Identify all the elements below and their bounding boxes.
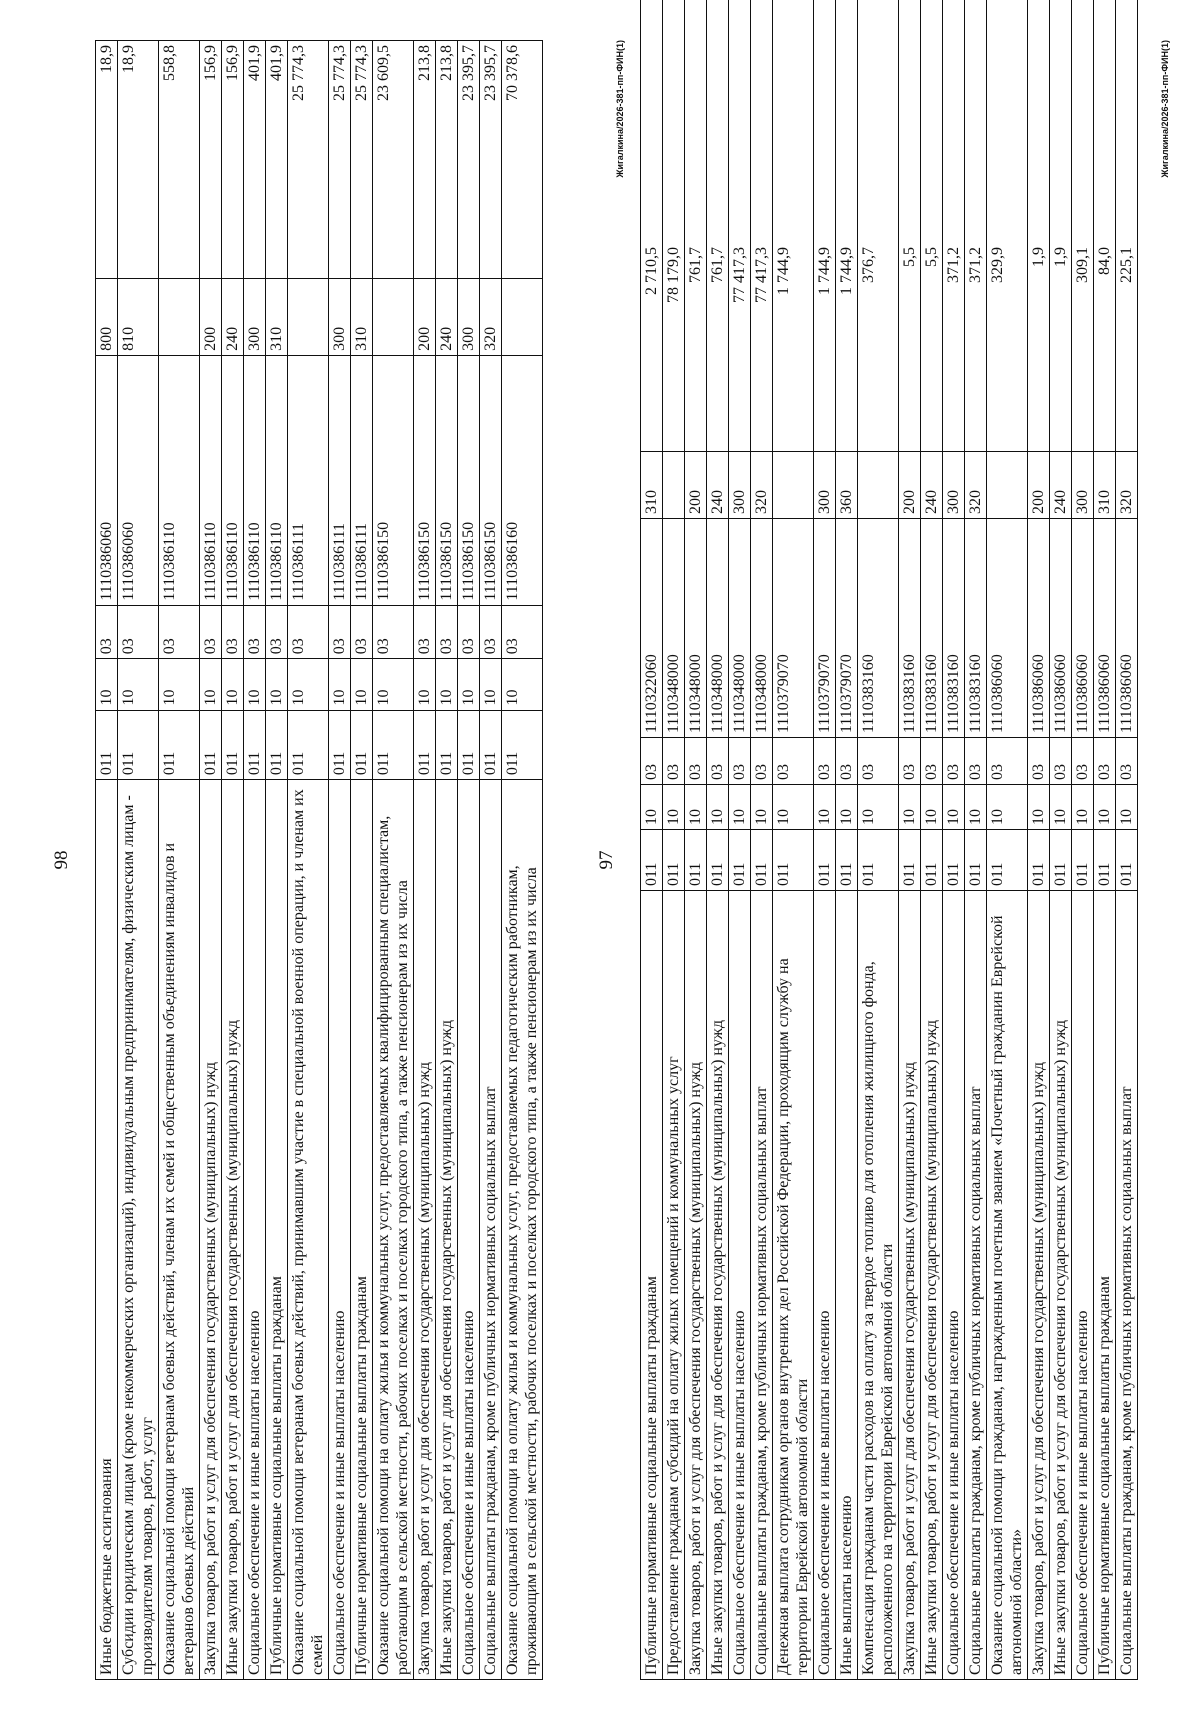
table-row [222, 41, 244, 1680]
section-code: 10 [858, 785, 899, 830]
table-row [685, 0, 707, 1680]
row-name: Социальное обеспечение и иные выплаты населению [458, 780, 480, 1680]
row-name: Социальное обеспечение и иные выплаты населению [329, 780, 351, 1680]
amount: 1,9 [1028, 0, 1050, 452]
row-name: Социальное обеспечение и иные выплаты населению [729, 891, 751, 1680]
ministry-code: 011 [663, 830, 685, 891]
row-name: Оказание социальной помощи ветеранам боевых действий, принимавшим участие в специальной военной операции, и членам их семей [288, 780, 329, 1680]
row-name: Публичные нормативные социальные выплаты гражданам [641, 891, 663, 1680]
section-code: 10 [751, 785, 773, 830]
section-code: 10 [641, 785, 663, 830]
table-row [943, 0, 965, 1680]
target-article: 1110386110 [200, 355, 222, 605]
expense-type [987, 452, 1028, 519]
subsection-code: 03 [707, 738, 729, 785]
expense-type: 310 [351, 279, 373, 355]
amount: 1 744,9 [773, 0, 814, 452]
expense-type [773, 452, 814, 519]
amount: 329,9 [987, 0, 1028, 452]
ministry-code: 011 [480, 710, 502, 780]
target-article: 1110386150 [458, 355, 480, 605]
expense-type: 320 [480, 279, 502, 355]
ministry-code: 011 [836, 830, 858, 891]
amount: 84,0 [1094, 0, 1116, 452]
table-row [814, 0, 836, 1680]
amount: 25 774,3 [329, 41, 351, 279]
amount: 156,9 [222, 41, 244, 279]
amount: 1 744,9 [814, 0, 836, 452]
target-article: 1110386060 [96, 355, 118, 605]
target-article: 1110379070 [773, 519, 814, 738]
section-code: 10 [200, 659, 222, 710]
subsection-code: 03 [1072, 738, 1094, 785]
subsection-code: 03 [414, 605, 436, 659]
row-name: Иные закупки товаров, работ и услуг для обеспечения государственных (муниципальных) нужд [921, 891, 943, 1680]
table-row [1050, 0, 1072, 1680]
expense-type: 320 [965, 452, 987, 519]
subsection-code: 03 [1050, 738, 1072, 785]
subsection-code: 03 [480, 605, 502, 659]
subsection-code: 03 [641, 738, 663, 785]
section-code: 10 [1028, 785, 1050, 830]
section-code: 10 [159, 659, 200, 710]
section-code: 10 [987, 785, 1028, 830]
ministry-code: 011 [118, 710, 159, 780]
row-name: Социальное обеспечение и иные выплаты населению [1072, 891, 1094, 1680]
target-article: 1110386060 [1072, 519, 1094, 738]
ministry-code: 011 [1050, 830, 1072, 891]
amount: 761,7 [707, 0, 729, 452]
row-name: Социальное обеспечение и иные выплаты населению [943, 891, 965, 1680]
target-article: 1110322060 [641, 519, 663, 738]
amount: 70 378,6 [502, 41, 543, 279]
table-row [1094, 0, 1116, 1680]
ministry-code: 011 [414, 710, 436, 780]
amount: 401,9 [244, 41, 266, 279]
subsection-code: 03 [836, 738, 858, 785]
target-article: 1110348000 [729, 519, 751, 738]
expense-type: 320 [1116, 452, 1138, 519]
ministry-code: 011 [751, 830, 773, 891]
table-row [751, 0, 773, 1680]
target-article: 1110348000 [751, 519, 773, 738]
subsection-code: 03 [502, 605, 543, 659]
table-row [351, 41, 373, 1680]
target-article: 1110386150 [480, 355, 502, 605]
target-article: 1110383160 [921, 519, 943, 738]
ministry-code: 011 [1072, 830, 1094, 891]
expense-type: 300 [729, 452, 751, 519]
ministry-code: 011 [987, 830, 1028, 891]
row-name: Иные закупки товаров, работ и услуг для обеспечения государственных (муниципальных) нужд [707, 891, 729, 1680]
ministry-code: 011 [329, 710, 351, 780]
ministry-code: 011 [965, 830, 987, 891]
target-article: 1110383160 [858, 519, 899, 738]
amount: 2 710,5 [641, 0, 663, 452]
ministry-code: 011 [96, 710, 118, 780]
row-name: Публичные нормативные социальные выплаты гражданам [351, 780, 373, 1680]
expense-type: 360 [836, 452, 858, 519]
subsection-code: 03 [200, 605, 222, 659]
table-row [707, 0, 729, 1680]
section-code: 10 [921, 785, 943, 830]
row-name: Социальные выплаты гражданам, кроме публичных нормативных социальных выплат [751, 891, 773, 1680]
target-article: 1110386150 [373, 355, 414, 605]
table-row [729, 0, 751, 1680]
row-name: Социальное обеспечение и иные выплаты населению [244, 780, 266, 1680]
subsection-code: 03 [1028, 738, 1050, 785]
row-name: Оказание социальной помощи гражданам, награжденным почетным званием «Почетный гражданин Еврейской автономной области» [987, 891, 1028, 1680]
row-name: Денежная выплата сотрудникам органов внутренних дел Российской Федерации, проходящим службу на территории Еврейской автономной области [773, 891, 814, 1680]
amount: 213,8 [436, 41, 458, 279]
target-article: 1110386110 [266, 355, 288, 605]
amount: 25 774,3 [288, 41, 329, 279]
page-footer: Жигалкина/2026-381-пп-ФИН(1) [615, 40, 625, 178]
row-name: Иные выплаты населению [836, 891, 858, 1680]
amount: 1 744,9 [836, 0, 858, 452]
expense-type: 240 [436, 279, 458, 355]
expense-type: 200 [1028, 452, 1050, 519]
target-article: 1110386150 [414, 355, 436, 605]
amount: 78 179,0 [663, 0, 685, 452]
expense-type [373, 279, 414, 355]
table-row [266, 41, 288, 1680]
page-number: 97 [596, 850, 617, 870]
amount: 18,9 [96, 41, 118, 279]
subsection-code: 03 [943, 738, 965, 785]
ministry-code: 011 [351, 710, 373, 780]
target-article: 1110348000 [663, 519, 685, 738]
ministry-code: 011 [858, 830, 899, 891]
subsection-code: 03 [436, 605, 458, 659]
expense-type: 200 [899, 452, 921, 519]
expense-type: 240 [1050, 452, 1072, 519]
section-code: 10 [288, 659, 329, 710]
target-article: 1110386111 [351, 355, 373, 605]
section-code: 10 [351, 659, 373, 710]
table-row [663, 0, 685, 1680]
amount: 156,9 [200, 41, 222, 279]
row-name: Оказание социальной помощи ветеранам боевых действий, членам их семей и общественным объединениям инвалидов и ветеранов боевых действий [159, 780, 200, 1680]
target-article: 1110386060 [1050, 519, 1072, 738]
amount: 77 417,3 [729, 0, 751, 452]
ministry-code: 011 [943, 830, 965, 891]
page-97 [596, 40, 1170, 1680]
section-code: 10 [96, 659, 118, 710]
target-article: 1110386060 [1094, 519, 1116, 738]
target-article: 1110348000 [685, 519, 707, 738]
expense-type: 300 [329, 279, 351, 355]
section-code: 10 [266, 659, 288, 710]
ministry-code: 011 [200, 710, 222, 780]
ministry-code: 011 [1094, 830, 1116, 891]
subsection-code: 03 [663, 738, 685, 785]
subsection-code: 03 [814, 738, 836, 785]
table-row [1116, 0, 1138, 1680]
amount: 371,2 [943, 0, 965, 452]
expense-type: 310 [1094, 452, 1116, 519]
amount: 23 609,5 [373, 41, 414, 279]
section-code: 10 [663, 785, 685, 830]
amount: 5,5 [899, 0, 921, 452]
table-row [899, 0, 921, 1680]
ministry-code: 011 [266, 710, 288, 780]
target-article: 1110386060 [118, 355, 159, 605]
target-article: 1110386111 [329, 355, 351, 605]
table-row [200, 41, 222, 1680]
section-code: 10 [458, 659, 480, 710]
ministry-code: 011 [729, 830, 751, 891]
table-row [480, 41, 502, 1680]
section-code: 10 [329, 659, 351, 710]
amount: 5,5 [921, 0, 943, 452]
ministry-code: 011 [159, 710, 200, 780]
ministry-code: 011 [373, 710, 414, 780]
expense-type: 240 [921, 452, 943, 519]
target-article: 1110348000 [707, 519, 729, 738]
ministry-code: 011 [502, 710, 543, 780]
subsection-code: 03 [351, 605, 373, 659]
amount: 558,8 [159, 41, 200, 279]
amount: 401,9 [266, 41, 288, 279]
table-row [458, 41, 480, 1680]
table-row [96, 41, 118, 1680]
table-row [329, 41, 351, 1680]
amount: 77 417,3 [751, 0, 773, 452]
expense-type: 300 [943, 452, 965, 519]
subsection-code: 03 [288, 605, 329, 659]
section-code: 10 [729, 785, 751, 830]
expense-type [502, 279, 543, 355]
target-article: 1110379070 [836, 519, 858, 738]
section-code: 10 [773, 785, 814, 830]
subsection-code: 03 [373, 605, 414, 659]
budget-table [95, 40, 543, 1680]
table-row [436, 41, 458, 1680]
section-code: 10 [222, 659, 244, 710]
ministry-code: 011 [685, 830, 707, 891]
table-row [773, 0, 814, 1680]
row-name: Компенсация гражданам части расходов на оплату за твердое топливо для отопления жилищного фонда, расположенного на территории Еврейской автономной области [858, 891, 899, 1680]
amount: 23 395,7 [458, 41, 480, 279]
target-article: 1110379070 [814, 519, 836, 738]
expense-type: 300 [458, 279, 480, 355]
subsection-code: 03 [773, 738, 814, 785]
expense-type: 320 [751, 452, 773, 519]
section-code: 10 [943, 785, 965, 830]
amount: 225,1 [1116, 0, 1138, 452]
amount: 23 395,7 [480, 41, 502, 279]
amount: 213,8 [414, 41, 436, 279]
expense-type: 310 [641, 452, 663, 519]
ministry-code: 011 [707, 830, 729, 891]
subsection-code: 03 [96, 605, 118, 659]
section-code: 10 [1116, 785, 1138, 830]
subsection-code: 03 [921, 738, 943, 785]
row-name: Публичные нормативные социальные выплаты гражданам [1094, 891, 1116, 1680]
amount: 1,9 [1050, 0, 1072, 452]
expense-type: 240 [707, 452, 729, 519]
amount: 309,1 [1072, 0, 1094, 452]
table-row [965, 0, 987, 1680]
expense-type: 200 [414, 279, 436, 355]
row-name: Оказание социальной помощи на оплату жилья и коммунальных услуг, предоставляемых педагогическим работникам, проживающим в сельской местности, рабочих поселках и поселках городского типа, а также пенсионерам из их числа [502, 780, 543, 1680]
ministry-code: 011 [899, 830, 921, 891]
table-row [641, 0, 663, 1680]
table-row [414, 41, 436, 1680]
subsection-code: 03 [266, 605, 288, 659]
table-row [244, 41, 266, 1680]
section-code: 10 [1094, 785, 1116, 830]
subsection-code: 03 [685, 738, 707, 785]
expense-type [858, 452, 899, 519]
target-article: 1110386110 [222, 355, 244, 605]
expense-type [159, 279, 200, 355]
expense-type [663, 452, 685, 519]
row-name: Социальные выплаты гражданам, кроме публичных нормативных социальных выплат [965, 891, 987, 1680]
target-article: 1110386060 [1028, 519, 1050, 738]
subsection-code: 03 [458, 605, 480, 659]
subsection-code: 03 [118, 605, 159, 659]
ministry-code: 011 [814, 830, 836, 891]
subsection-code: 03 [329, 605, 351, 659]
section-code: 10 [1050, 785, 1072, 830]
section-code: 10 [480, 659, 502, 710]
row-name: Закупка товаров, работ и услуг для обеспечения государственных (муниципальных) нужд [1028, 891, 1050, 1680]
target-article: 1110386060 [987, 519, 1028, 738]
ministry-code: 011 [773, 830, 814, 891]
section-code: 10 [707, 785, 729, 830]
expense-type: 810 [118, 279, 159, 355]
subsection-code: 03 [899, 738, 921, 785]
section-code: 10 [965, 785, 987, 830]
ministry-code: 011 [921, 830, 943, 891]
page-footer: Жигалкина/2026-381-пп-ФИН(1) [1160, 40, 1170, 178]
ministry-code: 011 [288, 710, 329, 780]
section-code: 10 [373, 659, 414, 710]
amount: 761,7 [685, 0, 707, 452]
ministry-code: 011 [1028, 830, 1050, 891]
row-name: Иные бюджетные ассигнования [96, 780, 118, 1680]
target-article: 1110386060 [1116, 519, 1138, 738]
section-code: 10 [118, 659, 159, 710]
expense-type: 800 [96, 279, 118, 355]
row-name: Публичные нормативные социальные выплаты гражданам [266, 780, 288, 1680]
section-code: 10 [436, 659, 458, 710]
table-row [502, 41, 543, 1680]
amount: 25 774,3 [351, 41, 373, 279]
section-code: 10 [502, 659, 543, 710]
subsection-code: 03 [244, 605, 266, 659]
target-article: 1110386110 [159, 355, 200, 605]
row-name: Иные закупки товаров, работ и услуг для обеспечения государственных (муниципальных) нужд [436, 780, 458, 1680]
ministry-code: 011 [458, 710, 480, 780]
page-number: 98 [51, 850, 72, 870]
table-row [1072, 0, 1094, 1680]
subsection-code: 03 [751, 738, 773, 785]
row-name: Оказание социальной помощи на оплату жилья и коммунальных услуг, предоставляемых квалифицированным специалистам, работающим в сельской местности, рабочих поселках и поселках городского типа, а также пенсионерам из их числа [373, 780, 414, 1680]
subsection-code: 03 [1094, 738, 1116, 785]
row-name: Социальные выплаты гражданам, кроме публичных нормативных социальных выплат [1116, 891, 1138, 1680]
row-name: Иные закупки товаров, работ и услуг для обеспечения государственных (муниципальных) нужд [1050, 891, 1072, 1680]
amount: 376,7 [858, 0, 899, 452]
expense-type: 200 [685, 452, 707, 519]
subsection-code: 03 [729, 738, 751, 785]
target-article: 1110386110 [244, 355, 266, 605]
amount: 18,9 [118, 41, 159, 279]
ministry-code: 011 [436, 710, 458, 780]
target-article: 1110386111 [288, 355, 329, 605]
target-article: 1110383160 [965, 519, 987, 738]
expense-type: 300 [244, 279, 266, 355]
expense-type: 310 [266, 279, 288, 355]
subsection-code: 03 [965, 738, 987, 785]
row-name: Социальные выплаты гражданам, кроме публичных нормативных социальных выплат [480, 780, 502, 1680]
section-code: 10 [244, 659, 266, 710]
section-code: 10 [414, 659, 436, 710]
row-name: Предоставление гражданам субсидий на оплату жилых помещений и коммунальных услуг [663, 891, 685, 1680]
table-row [858, 0, 899, 1680]
row-name: Иные закупки товаров, работ и услуг для обеспечения государственных (муниципальных) нужд [222, 780, 244, 1680]
row-name: Закупка товаров, работ и услуг для обеспечения государственных (муниципальных) нужд [200, 780, 222, 1680]
section-code: 10 [685, 785, 707, 830]
table-row [987, 0, 1028, 1680]
section-code: 10 [1072, 785, 1094, 830]
subsection-code: 03 [987, 738, 1028, 785]
expense-type: 240 [222, 279, 244, 355]
target-article: 1110383160 [899, 519, 921, 738]
expense-type: 200 [200, 279, 222, 355]
ministry-code: 011 [244, 710, 266, 780]
expense-type: 300 [814, 452, 836, 519]
target-article: 1110383160 [943, 519, 965, 738]
row-name: Социальное обеспечение и иные выплаты населению [814, 891, 836, 1680]
amount: 371,2 [965, 0, 987, 452]
row-name: Субсидии юридическим лицам (кроме некоммерческих организаций), индивидуальным предпринимателям, физическим лицам - производителям товаров, работ, услуг [118, 780, 159, 1680]
section-code: 10 [899, 785, 921, 830]
table-row [118, 41, 159, 1680]
expense-type: 300 [1072, 452, 1094, 519]
table-row [373, 41, 414, 1680]
row-name: Закупка товаров, работ и услуг для обеспечения государственных (муниципальных) нужд [899, 891, 921, 1680]
row-name: Закупка товаров, работ и услуг для обеспечения государственных (муниципальных) нужд [414, 780, 436, 1680]
table-row [836, 0, 858, 1680]
subsection-code: 03 [858, 738, 899, 785]
table-row [921, 0, 943, 1680]
subsection-code: 03 [159, 605, 200, 659]
subsection-code: 03 [1116, 738, 1138, 785]
expense-type [288, 279, 329, 355]
table-row [288, 41, 329, 1680]
table-row [1028, 0, 1050, 1680]
target-article: 1110386160 [502, 355, 543, 605]
table-row [159, 41, 200, 1680]
ministry-code: 011 [641, 830, 663, 891]
row-name: Закупка товаров, работ и услуг для обеспечения государственных (муниципальных) нужд [685, 891, 707, 1680]
budget-table [640, 0, 1138, 1680]
target-article: 1110386150 [436, 355, 458, 605]
subsection-code: 03 [222, 605, 244, 659]
section-code: 10 [814, 785, 836, 830]
ministry-code: 011 [1116, 830, 1138, 891]
section-code: 10 [836, 785, 858, 830]
ministry-code: 011 [222, 710, 244, 780]
